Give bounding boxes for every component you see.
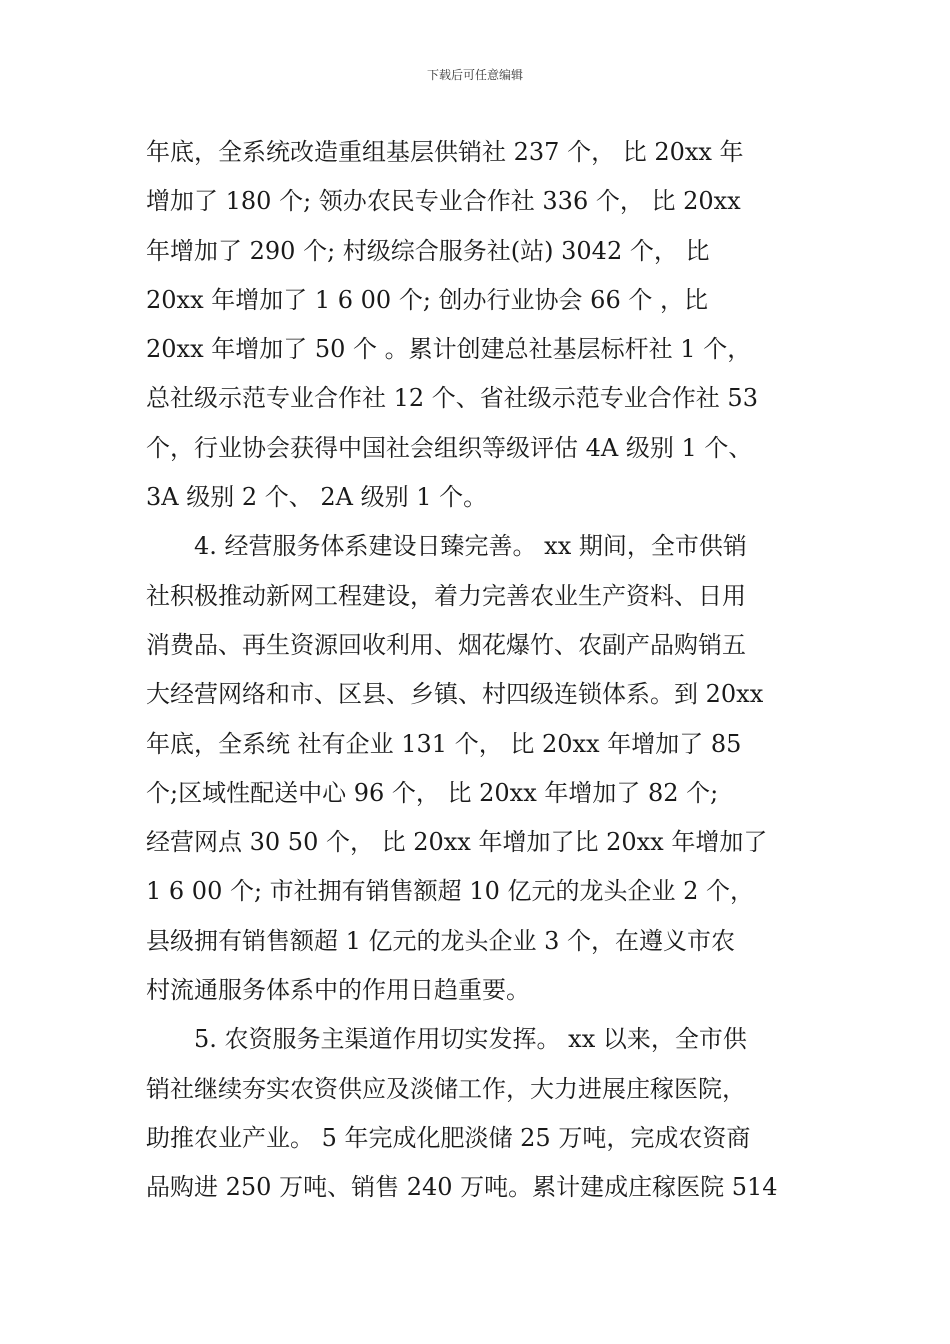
text-line: 大经营网络和市、区县、乡镇、村四级连锁体系。到 20xx <box>146 680 764 709</box>
paragraph-start-line: 4. 经营服务体系建设日臻完善。 xx 期间，全市供销 <box>194 532 747 561</box>
page-header: 下载后可任意编辑 <box>426 68 523 82</box>
text-line: 个;区域性配送中心 96 个， 比 20xx 年增加了 82 个; <box>146 778 719 807</box>
text-line: 20xx 年增加了 1 6 00 个; 创办行业协会 66 个 ，比 <box>146 285 708 314</box>
body-text <box>146 128 826 1213</box>
text-line: 县级拥有销售额超 1 亿元的龙头企业 3 个，在遵义市农 <box>146 926 736 955</box>
text-line: 1 6 00 个; 市社拥有销售额超 10 亿元的龙头企业 2 个， <box>146 877 755 906</box>
text-line: 消费品、再生资源回收利用、烟花爆竹、农副产品购销五 <box>146 630 746 659</box>
paragraph-start-line: 5. 农资服务主渠道作用切实发挥。 xx 以来，全市供 <box>194 1025 747 1054</box>
text-line: 总社级示范专业合作社 12 个、省社级示范专业合作社 53 <box>146 384 758 413</box>
text-line: 年增加了 290 个; 村级综合服务社(站) 3042 个， 比 <box>146 236 710 265</box>
text-line: 3A 级别 2 个、 2A 级别 1 个。 <box>146 483 488 512</box>
text-line: 销社继续夯实农资供应及淡储工作，大力进展庄稼医院， <box>146 1074 746 1103</box>
text-line: 年底，全系统 社有企业 131 个， 比 20xx 年增加了 85 <box>146 729 742 758</box>
text-line: 20xx 年增加了 50 个 。累计创建总社基层标杆社 1 个， <box>146 335 752 364</box>
text-line: 助推农业产业。 5 年完成化肥淡储 25 万吨，完成农资商 <box>146 1123 751 1152</box>
text-line: 社积极推动新网工程建设，着力完善农业生产资料、日用 <box>146 581 746 610</box>
text-line: 经营网点 30 50 个， 比 20xx 年增加了比 20xx 年增加了 <box>146 828 768 857</box>
text-line: 村流通服务体系中的作用日趋重要。 <box>146 976 530 1005</box>
text-line: 年底，全系统改造重组基层供销社 237 个， 比 20xx 年 <box>146 138 744 166</box>
text-line: 增加了 180 个; 领办农民专业合作社 336 个， 比 20xx <box>146 187 741 216</box>
text-line: 个，行业协会获得中国社会组织等级评估 4A 级别 1 个、 <box>146 433 753 462</box>
text-line: 品购进 250 万吨、销售 240 万吨。累计建成庄稼医院 514 <box>146 1173 778 1202</box>
